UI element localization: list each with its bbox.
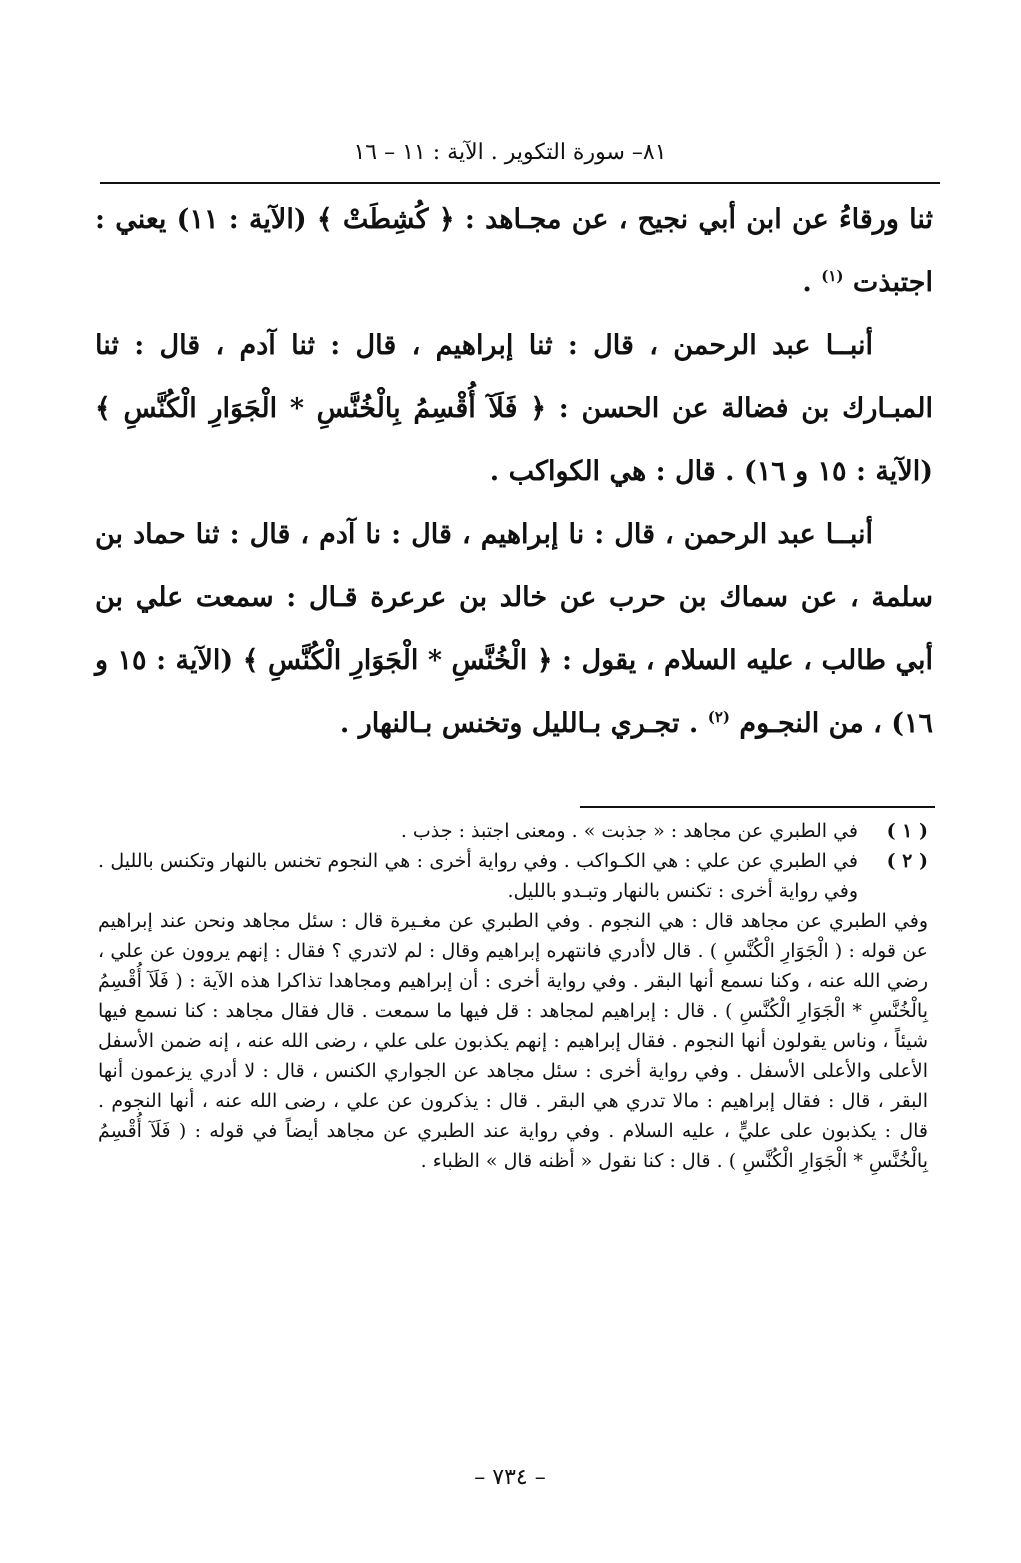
footnote-number: ( ٢ ): [886, 850, 928, 872]
footnote-text: في الطبري عن مجاهد : « جذبت » . ومعنى اجتبذ : جذب .: [400, 820, 858, 842]
footnote: [98, 816, 928, 846]
paragraph-text: أنبــا عبد الرحمن ، قال : نا إبراهيم ، قال : نا آدم ، قال : ثنا حماد بن سلمة ، عن سماك بن حرب عن خالد بن عرعرة قـال : سمعت علي بن أبي طالب ، عليه السلام ، يقول : ﴿ الْخُنَّسِ * الْجَوَارِ الْكُنَّسِ ﴾ (الآية : ١٥ و ١٦) ، من النجـوم: [95, 519, 933, 739]
main-text: [95, 188, 933, 755]
footnote-ref: (١): [821, 267, 844, 285]
header-divider: [100, 182, 940, 184]
paragraph: ثنا ورقاءُ عن ابن أبي نجيح ، عن مجـاهد : ﴿ كُشِطَتْ ﴾ (الآية : ١١) يعني : اجتبذت $^{(١)}$ .: [95, 204, 933, 298]
page-number: – ٧٣٤ –: [474, 1465, 546, 1490]
running-header: ٨١– سورة التكوير . الآية : ١١ – ١٦: [353, 140, 667, 165]
footnote-number: ( ١ ): [886, 820, 928, 842]
footnote: [98, 846, 928, 906]
footnotes: [98, 816, 928, 1176]
footnote-divider: [580, 806, 935, 808]
footnote-ref: (٢): [707, 708, 730, 726]
paragraph: [95, 503, 933, 755]
footnote-text: في الطبري عن علي : هي الكـواكب . وفي رواية أخرى : هي النجوم تخنس بالنهار وتكنس بالليل . وفي رواية أخرى : تكنس بالنهار وتبـدو بالليل.: [98, 850, 858, 902]
paragraph-text: ثنا ورقاءُ عن ابن أبي نجيح ، عن مجـاهد : ﴿ كُشِطَتْ ﴾ (الآية : ١١) يعني : اجتبذت: [95, 204, 933, 298]
paragraph: أنبــا عبد الرحمن ، قال : ثنا إبراهيم ، قال : ثنا آدم ، قال : ثنا المبـارك بن فضالة عن الحسن : ﴿ فَلَآ أُقْسِمُ بِالْخُنَّسِ * الْجَوَارِ الْكُنَّسِ ﴾ (الآية : ١٥ و ١٦) . قال : هي الكواكب .: [95, 330, 933, 487]
paragraph-text: . تجـري بـالليل وتخنس بـالنهار .: [339, 708, 699, 739]
footnote-continuation: وفي الطبري عن مجاهد قال : هي النجوم . وفي الطبري عن مغـيرة قال : سئل مجاهد ونحن عند إبراهيم عن قوله : ( الْجَوَارِ الْكُنَّسِ ) . قال لاأدري فانتهره إبراهيم وقال : لم لاتدري ؟ فقال : إنهم يروون عن علي ، رضي الله عنه ، وكنا نسمع أنها البقر . وفي رواية أخرى : أن إبراهيم ومجاهدا تذاكرا هذه الآية : ( فَلَآ أُقْسِمُ بِالْخُنَّسِ * الْجَوَارِ الْكُنَّسِ ) . قال : إبراهيم لمجاهد : قل فيها ما سمعت . قال فقال مجاهد : كنا نسمع فيها شيئاً ، وناس يقولون أنها النجوم . فقال إبراهيم : إنهم يكذبون على علي ، رضى الله عنه ، إنه ضمن الأسفل الأعلى والأعلى الأسفل . وفي رواية أخرى : سئل مجاهد عن الجواري الكنس ، قال : لا أدري يزعمون أنها البقر ، قال : فقال إبراهيم : مالا تدري هي البقر . قال : يذكرون عن علي ، رضى الله عنه ، أنها النجوم . قال : يكذبون على عليٍّ ، عليه السلام . وفي رواية عند الطبري عن مجاهد أيضاً في قوله : ( فَلَآ أُقْسِمُ بِالْخُنَّسِ * الْجَوَارِ الْكُنَّسِ ) . قال : كنا نقول « أظنه قال » الظباء .: [98, 910, 928, 1172]
